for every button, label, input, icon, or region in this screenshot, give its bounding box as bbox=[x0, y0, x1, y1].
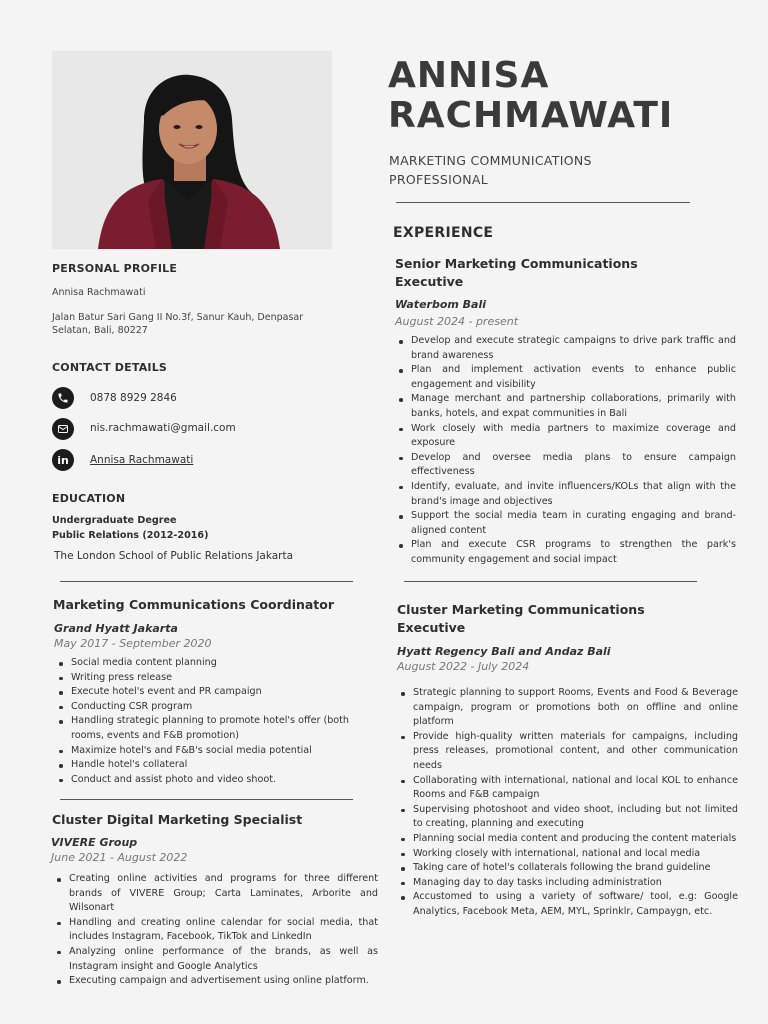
list-item: Strategic planning to support Rooms, Events and Food & Beverage campaign, program or promotions both on offline and online platform bbox=[413, 686, 738, 730]
left-divider-2 bbox=[60, 799, 353, 800]
job-role: Cluster Marketing Communications Executive bbox=[397, 602, 645, 635]
list-item: Working closely with international, national and local media bbox=[413, 847, 738, 862]
list-item: Develop and oversee media plans to ensure campaign effectiveness bbox=[411, 451, 736, 480]
list-item: Plan and execute CSR programs to strengthen the park's community engagement and social impact bbox=[411, 538, 736, 567]
list-item: Collaborating with international, national and local KOL to enhance Rooms and F&B campaign bbox=[413, 774, 738, 803]
list-item: Maximize hotel's and F&B's social media potential bbox=[71, 744, 371, 759]
phone-icon bbox=[52, 387, 74, 409]
job-company: Waterbom Bali bbox=[395, 298, 487, 311]
list-item: Conducting CSR program bbox=[71, 700, 371, 715]
header-divider bbox=[396, 202, 690, 203]
phone-number: 0878 8929 2846 bbox=[90, 392, 177, 404]
list-item: Identify, evaluate, and invite influencers/KOLs that align with the brand's image and objectives bbox=[411, 480, 736, 509]
major: Public Relations (2012-2016) bbox=[52, 529, 209, 541]
list-item: Work closely with media partners to maximize coverage and exposure bbox=[411, 422, 736, 451]
list-item: Social media content planning bbox=[71, 656, 371, 671]
list-item: Accustomed to using a variety of software/ tool, e.g: Google Analytics, Facebook Meta, AEM, MYL, Sprinklr, Campaygn, etc. bbox=[413, 890, 738, 919]
list-item: Plan and implement activation events to enhance public engagement and visibility bbox=[411, 363, 736, 392]
list-item: Managing day to day tasks including administration bbox=[413, 876, 738, 891]
list-item: Execute hotel's event and PR campaign bbox=[71, 685, 371, 700]
list-item: Creating online activities and programs for three different brands of VIVERE Group; Carta Laminates, Arborite and Wilsonart bbox=[69, 872, 378, 916]
list-item: Develop and execute strategic campaigns to drive park traffic and brand awareness bbox=[411, 334, 736, 363]
list-item: Conduct and assist photo and video shoot. bbox=[71, 773, 371, 788]
title-line-2: PROFESSIONAL bbox=[389, 172, 489, 187]
education-heading: EDUCATION bbox=[52, 492, 126, 505]
job-dates: August 2022 - July 2024 bbox=[397, 660, 530, 673]
job-company: Grand Hyatt Jakarta bbox=[54, 622, 178, 635]
contact-details-heading: CONTACT DETAILS bbox=[52, 361, 168, 374]
applicant-name bbox=[388, 56, 748, 136]
list-item: Support the social media team in curating engaging and brand-aligned content bbox=[411, 509, 736, 538]
last-name: RACHMAWATI bbox=[388, 95, 674, 136]
job-bullets bbox=[393, 334, 736, 568]
first-name: ANNISA bbox=[388, 55, 550, 96]
school-name: The London School of Public Relations Jakarta bbox=[54, 550, 294, 562]
right-divider bbox=[404, 581, 697, 582]
list-item: Handling strategic planning to promote hotel's offer (both rooms, events and F&B promotion) bbox=[71, 714, 371, 743]
list-item: Provide high-quality written materials for campaigns, including press releases, promotional content, and other communication needs bbox=[413, 730, 738, 774]
job-bullets bbox=[395, 686, 738, 920]
title-line-1: MARKETING COMMUNICATIONS bbox=[389, 153, 592, 168]
experience-heading: EXPERIENCE bbox=[393, 225, 494, 241]
job-role: Cluster Digital Marketing Specialist bbox=[52, 812, 303, 827]
job-bullets bbox=[53, 656, 371, 787]
list-item: Taking care of hotel's collaterals following the brand guideline bbox=[413, 861, 738, 876]
list-item: Handling and creating online calendar for social media, that includes Instagram, Facebook, TikTok and LinkedIn bbox=[69, 916, 378, 945]
professional-title bbox=[389, 151, 719, 189]
job-role: Senior Marketing Communications Executive bbox=[395, 256, 638, 289]
job-company: VIVERE Group bbox=[51, 836, 138, 849]
portrait-illustration bbox=[52, 51, 332, 249]
list-item: Handle hotel's collateral bbox=[71, 758, 371, 773]
profile-name: Annisa Rachmawati bbox=[52, 287, 146, 298]
job-dates: August 2024 - present bbox=[395, 315, 519, 328]
list-item: Writing press release bbox=[71, 671, 371, 686]
personal-profile-heading: PERSONAL PROFILE bbox=[52, 262, 178, 275]
degree: Undergraduate Degree bbox=[52, 515, 177, 526]
job-bullets bbox=[51, 872, 378, 989]
education-degree-block bbox=[52, 514, 209, 543]
email-link[interactable]: nis.rachmawati@gmail.com bbox=[90, 422, 236, 434]
profile-photo bbox=[52, 51, 332, 249]
email-icon bbox=[52, 418, 74, 440]
job-role: Marketing Communications Coordinator bbox=[53, 597, 335, 612]
linkedin-icon: in bbox=[52, 449, 74, 471]
job-dates: June 2021 - August 2022 bbox=[51, 851, 188, 864]
left-divider-1 bbox=[60, 581, 353, 582]
job-company: Hyatt Regency Bali and Andaz Bali bbox=[397, 645, 611, 658]
list-item: Planning social media content and producing the content materials bbox=[413, 832, 738, 847]
list-item: Supervising photoshoot and video shoot, including but not limited to creating, planning and executing bbox=[413, 803, 738, 832]
list-item: Executing campaign and advertisement using online platform. bbox=[69, 974, 378, 989]
list-item: Manage merchant and partnership collaborations, primarily with banks, hotels, and expat communities in Bali bbox=[411, 392, 736, 421]
linkedin-link[interactable]: Annisa Rachmawati bbox=[90, 454, 194, 466]
list-item: Analyzing online performance of the brands, as well as Instagram insight and Google Analytics bbox=[69, 945, 378, 974]
job-dates: May 2017 - September 2020 bbox=[54, 637, 212, 650]
profile-address: Jalan Batur Sari Gang II No.3f, Sanur Kauh, Denpasar Selatan, Bali, 80227 bbox=[52, 312, 304, 336]
